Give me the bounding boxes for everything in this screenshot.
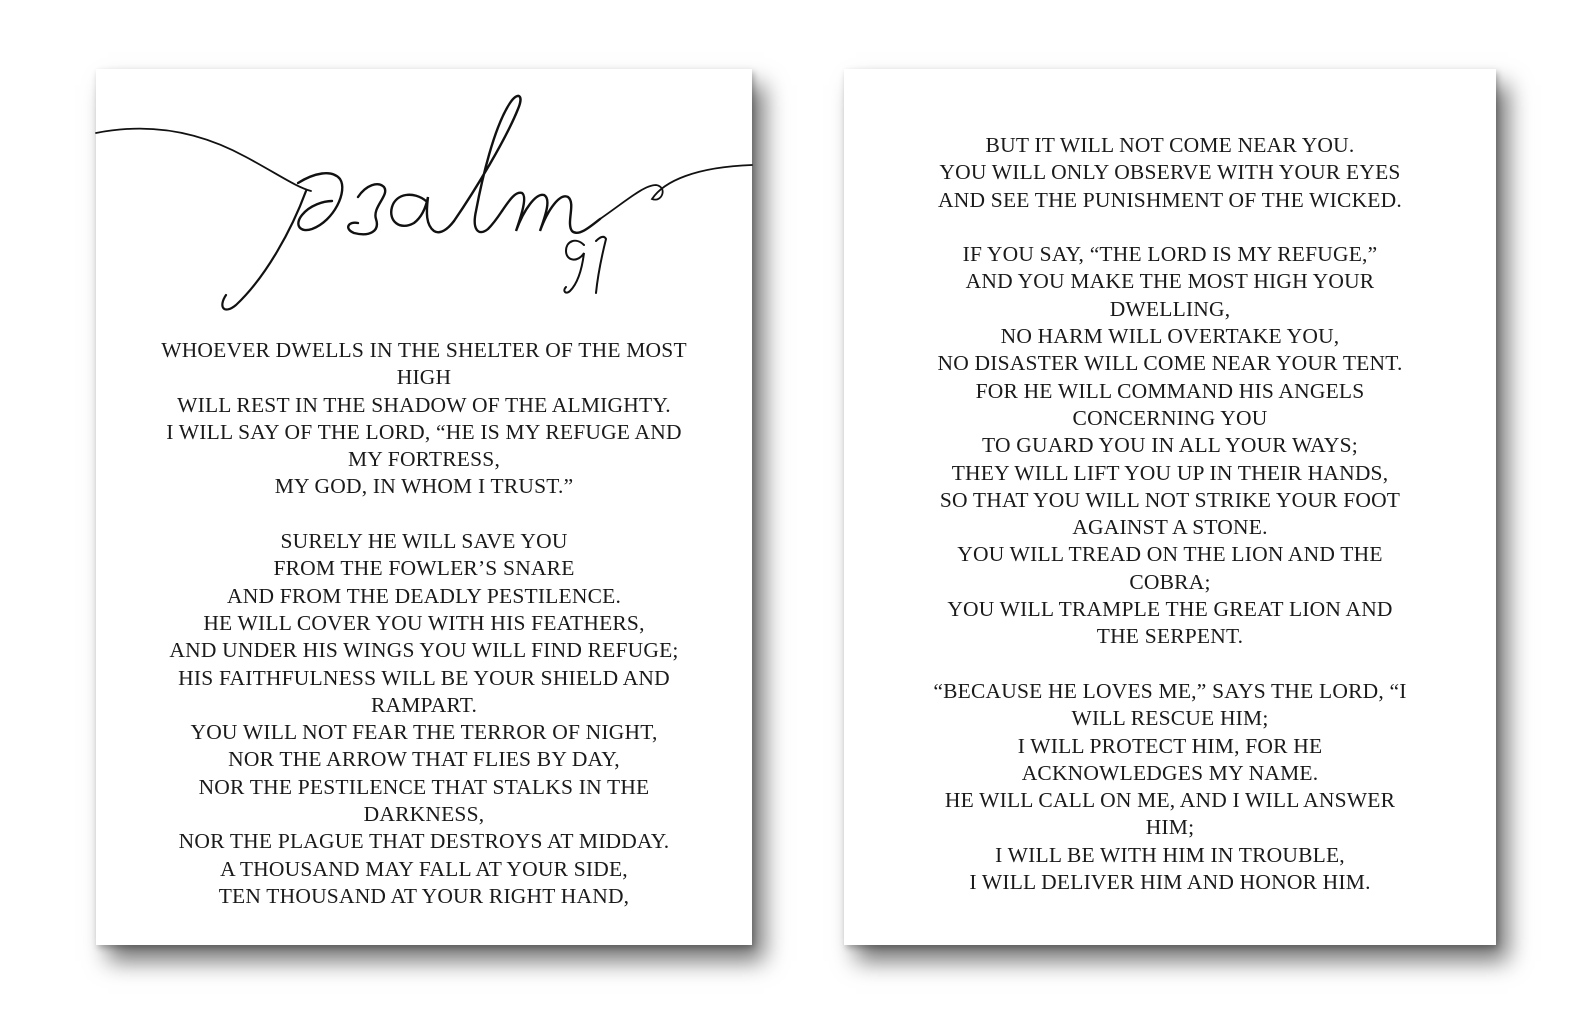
verse-line: WHOEVER DWELLS IN THE SHELTER OF THE MOST [161,338,687,362]
stanza [96,528,752,910]
verse-line: YOU WILL TREAD ON THE LION AND THE [957,542,1383,567]
verse-line: AND UNDER HIS WINGS YOU WILL FIND REFUGE; [169,638,679,663]
verse-line: I WILL DELIVER HIM AND HONOR HIM. [969,870,1371,895]
verse-line: HIM; [1145,815,1195,840]
verse-line: YOU WILL TRAMPLE THE GREAT LION AND [947,597,1393,622]
verse-line: TEN THOUSAND AT YOUR RIGHT HAND, [218,883,630,908]
verse-line: HE WILL COVER YOU WITH HIS FEATHERS, [203,610,645,635]
verse-line: HIS FAITHFULNESS WILL BE YOUR SHIELD AND [178,665,670,690]
verse-line: I WILL BE WITH HIM IN TROUBLE, [995,842,1345,867]
verse-line: THEY WILL LIFT YOU UP IN THEIR HANDS, [951,460,1389,485]
verse-line: BUT IT WILL NOT COME NEAR YOU. [985,133,1355,157]
verse-line: DWELLING, [1109,296,1231,321]
verse-line: THE SERPENT. [1096,624,1244,649]
verse-line: I WILL PROTECT HIM, FOR HE [1017,733,1323,758]
verse-line: A THOUSAND MAY FALL AT YOUR SIDE, [220,856,628,881]
verse-line: ACKNOWLEDGES MY NAME. [1021,760,1319,785]
verse-line: IF YOU SAY, “THE LORD IS MY REFUGE,” [962,242,1378,267]
verse-line: I WILL SAY OF THE LORD, “HE IS MY REFUGE AND [166,419,682,444]
verse-line: AND FROM THE DEADLY PESTILENCE. [226,583,622,608]
verse-line: NOR THE PESTILENCE THAT STALKS IN THE [198,774,650,799]
verse-line: WILL REST IN THE SHADOW OF THE ALMIGHTY. [177,392,671,417]
verse-line: MY FORTRESS, [347,447,501,472]
verse-line: WILL RESCUE HIM; [1071,706,1269,731]
verse-line: SURELY HE WILL SAVE YOU [280,529,568,554]
verse-line: YOU WILL ONLY OBSERVE WITH YOUR EYES [939,160,1401,185]
stanza [96,337,752,501]
verse-line: COBRA; [1129,569,1211,594]
right-verses [844,132,1496,896]
verse-line: MY GOD, IN WHOM I TRUST.” [274,474,574,499]
verse-line: HIGH [396,365,452,390]
stanza [844,241,1496,650]
verse-line: YOU WILL NOT FEAR THE TERROR OF NIGHT, [190,720,658,745]
verse-line: NO HARM WILL OVERTAKE YOU, [1000,324,1340,349]
poster-right [844,69,1496,945]
verse-line: FROM THE FOWLER’S SNARE [273,556,575,581]
verse-line: NOR THE ARROW THAT FLIES BY DAY, [228,747,620,772]
stanza [844,678,1496,896]
verse-line: SO THAT YOU WILL NOT STRIKE YOUR FOOT [939,487,1401,512]
verse-line: NOR THE PLAGUE THAT DESTROYS AT MIDDAY. [178,829,670,854]
left-verses [96,337,752,910]
verse-line: “BECAUSE HE LOVES ME,” SAYS THE LORD, “I [933,678,1407,703]
verse-line: AND SEE THE PUNISHMENT OF THE WICKED. [938,187,1402,212]
poster-left [96,69,752,945]
verse-line: CONCERNING YOU [1072,405,1268,430]
verse-line: FOR HE WILL COMMAND HIS ANGELS [975,378,1365,403]
verse-line: HE WILL CALL ON ME, AND I WILL ANSWER [944,788,1396,813]
verse-line: DARKNESS, [363,802,485,827]
verse-line: TO GUARD YOU IN ALL YOUR WAYS; [982,433,1358,458]
verse-line: RAMPART. [370,692,478,717]
verse-line: AGAINST A STONE. [1072,515,1268,540]
psalm-script-title [96,69,752,339]
verse-line: NO DISASTER WILL COME NEAR YOUR TENT. [937,351,1403,376]
verse-line: AND YOU MAKE THE MOST HIGH YOUR [965,269,1375,294]
stanza [844,132,1496,214]
